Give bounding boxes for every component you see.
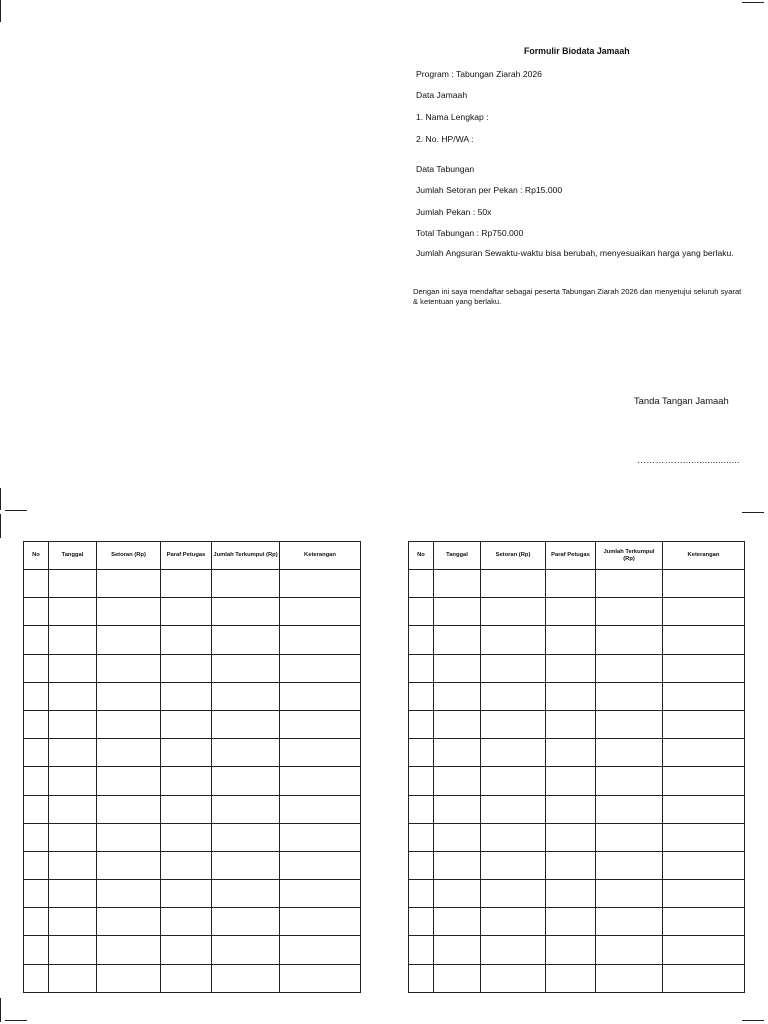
table-cell <box>546 767 596 795</box>
crop-mark <box>0 488 1 510</box>
table-cell <box>24 908 49 936</box>
table-cell <box>24 936 49 964</box>
table-cell <box>434 908 481 936</box>
total-line: Total Tabungan : Rp750.000 <box>416 228 524 238</box>
table-cell <box>24 767 49 795</box>
table-cell <box>212 964 280 992</box>
table-cell <box>24 739 49 767</box>
table-cell <box>481 795 546 823</box>
table-cell <box>663 598 745 626</box>
table-cell <box>596 682 663 710</box>
table-cell <box>280 795 361 823</box>
table-cell <box>596 710 663 738</box>
table-cell <box>434 767 481 795</box>
signature-label: Tanda Tangan Jamaah <box>634 395 729 406</box>
table-row <box>409 739 745 767</box>
table-cell <box>409 823 434 851</box>
table-row <box>24 710 361 738</box>
table-cell <box>663 654 745 682</box>
signature-line: ……………..................... <box>637 455 740 465</box>
table-cell <box>212 626 280 654</box>
table-cell <box>212 739 280 767</box>
header-jumlah-terkumpul: Jumlah Terkumpul (Rp) <box>596 542 663 570</box>
table-cell <box>434 682 481 710</box>
table-cell <box>49 739 97 767</box>
table-cell <box>280 598 361 626</box>
crop-mark <box>742 512 764 513</box>
table-cell <box>97 682 161 710</box>
table-cell <box>481 936 546 964</box>
table-cell <box>434 739 481 767</box>
table-row <box>24 851 361 879</box>
table-cell <box>280 570 361 598</box>
table-cell <box>596 654 663 682</box>
table-cell <box>546 654 596 682</box>
table-cell <box>546 964 596 992</box>
section-data-jamaah: Data Jamaah <box>416 90 468 100</box>
table-cell <box>161 710 212 738</box>
table-cell <box>663 964 745 992</box>
table-cell <box>212 710 280 738</box>
table-cell <box>481 739 546 767</box>
table-cell <box>596 767 663 795</box>
table-row <box>24 739 361 767</box>
table-row <box>409 626 745 654</box>
table-row <box>409 908 745 936</box>
table-cell <box>97 570 161 598</box>
table-cell <box>596 908 663 936</box>
table-cell <box>212 823 280 851</box>
table-cell <box>24 795 49 823</box>
table-cell <box>49 936 97 964</box>
table-cell <box>161 598 212 626</box>
table-row <box>24 964 361 992</box>
table-cell <box>49 682 97 710</box>
table-cell <box>596 964 663 992</box>
table-cell <box>596 598 663 626</box>
table-cell <box>212 767 280 795</box>
table-cell <box>546 710 596 738</box>
table-cell <box>663 823 745 851</box>
table-cell <box>596 739 663 767</box>
header-keterangan: Keterangan <box>663 542 745 570</box>
table-cell <box>212 936 280 964</box>
table-cell <box>546 823 596 851</box>
ledger-header-row <box>409 542 745 570</box>
table-cell <box>24 654 49 682</box>
header-no: No <box>24 542 49 570</box>
table-cell <box>161 851 212 879</box>
table-cell <box>663 682 745 710</box>
table-cell <box>24 964 49 992</box>
table-row <box>24 880 361 908</box>
table-cell <box>546 682 596 710</box>
table-cell <box>212 795 280 823</box>
table-cell <box>161 964 212 992</box>
crop-mark <box>742 1020 764 1021</box>
setoran-line: Jumlah Setoran per Pekan : Rp15.000 <box>416 185 563 195</box>
table-cell <box>161 626 212 654</box>
pekan-line: Jumlah Pekan : 50x <box>416 207 492 217</box>
table-cell <box>24 626 49 654</box>
table-cell <box>546 795 596 823</box>
table-row <box>409 570 745 598</box>
table-cell <box>49 851 97 879</box>
table-cell <box>546 880 596 908</box>
table-cell <box>481 654 546 682</box>
table-cell <box>409 936 434 964</box>
table-cell <box>280 739 361 767</box>
table-cell <box>596 795 663 823</box>
table-cell <box>280 767 361 795</box>
table-cell <box>481 767 546 795</box>
table-cell <box>280 682 361 710</box>
table-cell <box>409 710 434 738</box>
table-cell <box>481 851 546 879</box>
table-cell <box>409 682 434 710</box>
table-cell <box>161 908 212 936</box>
table-cell <box>434 795 481 823</box>
table-cell <box>546 570 596 598</box>
table-cell <box>546 851 596 879</box>
table-cell <box>409 654 434 682</box>
table-cell <box>434 570 481 598</box>
table-cell <box>280 654 361 682</box>
table-cell <box>24 570 49 598</box>
table-cell <box>97 654 161 682</box>
table-cell <box>280 823 361 851</box>
table-cell <box>663 880 745 908</box>
form-title: Formulir Biodata Jamaah <box>524 46 630 56</box>
table-cell <box>161 823 212 851</box>
declaration-text: Dengan ini saya mendaftar sebagai peserta Tabungan Ziarah 2026 dan menyetujui seluruh syarat & ketentuan yang berlaku. <box>413 287 742 306</box>
table-row <box>24 570 361 598</box>
table-row <box>409 767 745 795</box>
section-data-tabungan: Data Tabungan <box>416 164 475 174</box>
table-cell <box>481 964 546 992</box>
table-row <box>24 682 361 710</box>
table-cell <box>161 654 212 682</box>
table-cell <box>97 880 161 908</box>
crop-mark <box>742 2 764 3</box>
table-cell <box>24 851 49 879</box>
table-cell <box>49 880 97 908</box>
table-cell <box>596 936 663 964</box>
table-cell <box>409 851 434 879</box>
table-cell <box>663 851 745 879</box>
table-cell <box>49 964 97 992</box>
angsuran-note: Jumlah Angsuran Sewaktu-waktu bisa berubah, menyesuaikan harga yang berlaku. <box>416 248 734 258</box>
table-cell <box>409 880 434 908</box>
table-cell <box>481 682 546 710</box>
table-row <box>409 795 745 823</box>
table-cell <box>434 626 481 654</box>
table-cell <box>481 823 546 851</box>
table-cell <box>409 570 434 598</box>
header-no: No <box>409 542 434 570</box>
table-cell <box>97 964 161 992</box>
table-cell <box>49 908 97 936</box>
table-row <box>409 654 745 682</box>
header-paraf: Paraf Petugas <box>161 542 212 570</box>
table-cell <box>49 710 97 738</box>
table-cell <box>434 823 481 851</box>
crop-mark <box>0 514 1 538</box>
table-row <box>409 823 745 851</box>
table-cell <box>24 682 49 710</box>
table-row <box>24 767 361 795</box>
ledger-table-left <box>23 541 361 993</box>
table-cell <box>49 626 97 654</box>
table-cell <box>434 851 481 879</box>
table-cell <box>280 936 361 964</box>
table-cell <box>280 880 361 908</box>
table-row <box>24 654 361 682</box>
table-cell <box>97 908 161 936</box>
table-cell <box>49 598 97 626</box>
table-cell <box>280 964 361 992</box>
table-cell <box>97 795 161 823</box>
crop-mark <box>5 510 27 511</box>
table-row <box>24 823 361 851</box>
table-cell <box>596 626 663 654</box>
table-cell <box>161 767 212 795</box>
table-row <box>409 936 745 964</box>
table-cell <box>434 964 481 992</box>
table-cell <box>280 626 361 654</box>
table-cell <box>24 710 49 738</box>
crop-mark <box>5 1020 27 1021</box>
table-cell <box>97 823 161 851</box>
table-cell <box>97 598 161 626</box>
table-cell <box>49 823 97 851</box>
table-cell <box>212 682 280 710</box>
header-setoran: Setoran (Rp) <box>481 542 546 570</box>
table-row <box>409 964 745 992</box>
nama-lengkap-field: 1. Nama Lengkap : <box>416 112 489 122</box>
header-setoran: Setoran (Rp) <box>97 542 161 570</box>
table-cell <box>434 880 481 908</box>
table-cell <box>663 908 745 936</box>
table-cell <box>663 936 745 964</box>
table-cell <box>212 654 280 682</box>
table-cell <box>663 795 745 823</box>
table-cell <box>481 570 546 598</box>
table-cell <box>546 598 596 626</box>
table-cell <box>212 598 280 626</box>
table-cell <box>161 682 212 710</box>
table-cell <box>24 823 49 851</box>
table-cell <box>24 598 49 626</box>
table-cell <box>481 880 546 908</box>
table-cell <box>161 880 212 908</box>
table-cell <box>212 570 280 598</box>
table-cell <box>481 908 546 936</box>
table-cell <box>212 851 280 879</box>
table-cell <box>481 598 546 626</box>
table-cell <box>49 795 97 823</box>
table-cell <box>546 739 596 767</box>
table-cell <box>596 823 663 851</box>
table-cell <box>49 654 97 682</box>
table-cell <box>434 654 481 682</box>
table-cell <box>409 964 434 992</box>
table-row <box>24 936 361 964</box>
table-cell <box>161 936 212 964</box>
table-cell <box>97 851 161 879</box>
table-row <box>409 851 745 879</box>
ledger-header-row <box>24 542 361 570</box>
header-tanggal: Tanggal <box>49 542 97 570</box>
table-cell <box>97 710 161 738</box>
table-cell <box>663 626 745 654</box>
table-row <box>409 682 745 710</box>
table-row <box>409 710 745 738</box>
header-tanggal: Tanggal <box>434 542 481 570</box>
table-cell <box>481 626 546 654</box>
table-row <box>24 908 361 936</box>
header-paraf: Paraf Petugas <box>546 542 596 570</box>
table-cell <box>663 739 745 767</box>
crop-mark <box>0 0 1 22</box>
table-cell <box>409 739 434 767</box>
table-cell <box>546 908 596 936</box>
table-cell <box>409 908 434 936</box>
table-cell <box>212 880 280 908</box>
header-jumlah-terkumpul: Jumlah Terkumpul (Rp) <box>212 542 280 570</box>
table-cell <box>409 626 434 654</box>
table-cell <box>481 710 546 738</box>
table-cell <box>409 598 434 626</box>
table-cell <box>161 795 212 823</box>
table-row <box>24 598 361 626</box>
program-line: Program : Tabungan Ziarah 2026 <box>416 69 542 79</box>
ledger-table-right <box>408 541 745 993</box>
table-cell <box>97 936 161 964</box>
table-cell <box>280 851 361 879</box>
table-cell <box>663 767 745 795</box>
crop-mark <box>0 998 1 1022</box>
table-cell <box>546 936 596 964</box>
table-cell <box>49 570 97 598</box>
table-cell <box>663 570 745 598</box>
table-cell <box>49 767 97 795</box>
table-cell <box>596 570 663 598</box>
table-cell <box>409 767 434 795</box>
table-row <box>24 626 361 654</box>
table-cell <box>280 710 361 738</box>
table-cell <box>161 739 212 767</box>
table-cell <box>663 710 745 738</box>
table-cell <box>434 598 481 626</box>
table-row <box>24 795 361 823</box>
table-cell <box>434 710 481 738</box>
table-cell <box>596 880 663 908</box>
table-row <box>409 880 745 908</box>
table-cell <box>280 908 361 936</box>
table-cell <box>409 795 434 823</box>
no-hp-field: 2. No. HP/WA : <box>416 134 474 144</box>
table-cell <box>546 626 596 654</box>
table-cell <box>596 851 663 879</box>
table-cell <box>97 739 161 767</box>
table-cell <box>434 936 481 964</box>
table-cell <box>97 626 161 654</box>
table-row <box>409 598 745 626</box>
table-cell <box>97 767 161 795</box>
table-cell <box>24 880 49 908</box>
table-cell <box>212 908 280 936</box>
table-cell <box>161 570 212 598</box>
header-keterangan: Keterangan <box>280 542 361 570</box>
